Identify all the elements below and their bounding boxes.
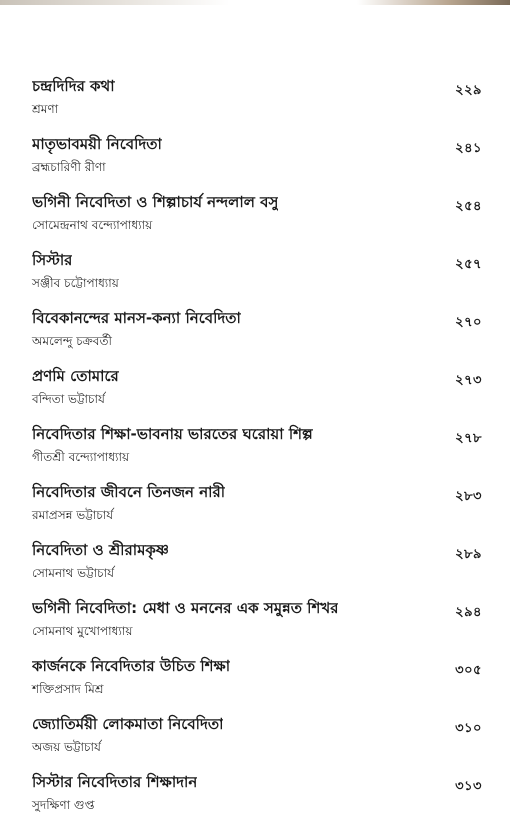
entry-page-number: ৩১৩ (455, 779, 482, 794)
toc-entry (32, 540, 482, 598)
entry-author: সঞ্জীব চট্টোপাধ্যায় (32, 276, 119, 290)
toc-entry (32, 424, 482, 482)
table-of-contents (32, 76, 482, 830)
entry-page-number: ২৭০ (455, 315, 482, 330)
entry-page-number: ৩১০ (455, 721, 482, 736)
entry-author: সোমনাথ মুখোপাধ্যায় (32, 624, 133, 638)
entry-title: সিস্টার (32, 251, 73, 269)
entry-page-number: ২৭৮ (455, 431, 482, 446)
page-top-edge (0, 0, 510, 5)
entry-author: ব্রহ্মচারিণী রীণা (32, 160, 106, 174)
entry-author: শক্তিপ্রসাদ মিশ্র (32, 682, 104, 696)
entry-author: অজয় ভট্টাচার্য (32, 740, 101, 754)
entry-page-number: ২৫৪ (455, 199, 482, 214)
entry-author: সোমেন্দ্রনাথ বন্দ্যোপাধ্যায় (32, 218, 153, 232)
toc-entry (32, 714, 482, 772)
entry-title: ভগিনী নিবেদিতা ও শিল্পাচার্য নন্দলাল বসু (32, 193, 279, 211)
entry-page-number: ২৮৯ (455, 547, 482, 562)
entry-title: ভগিনী নিবেদিতা: মেধা ও মননের এক সমুন্নত শিখর (32, 599, 339, 617)
toc-entry (32, 134, 482, 192)
entry-title: নিবেদিতা ও শ্রীরামকৃষ্ণ (32, 541, 169, 559)
entry-title: কার্জনকে নিবেদিতার উচিত শিক্ষা (32, 657, 231, 675)
entry-title: মাতৃভাবময়ী নিবেদিতা (32, 135, 162, 153)
entry-author: রমাপ্রসন্ন ভট্টাচার্য (32, 508, 114, 522)
entry-page-number: ২৭৩ (455, 373, 482, 388)
toc-entry (32, 308, 482, 366)
entry-author: সোমনাথ ভট্টাচার্য (32, 566, 115, 580)
toc-entry (32, 76, 482, 134)
entry-title: বিবেকানন্দের মানস-কন্যা নিবেদিতা (32, 309, 241, 327)
toc-entry (32, 192, 482, 250)
toc-entry (32, 366, 482, 424)
entry-title: সিস্টার নিবেদিতার শিক্ষাদান (32, 773, 198, 791)
entry-page-number: ২৫৭ (455, 257, 482, 272)
toc-entry (32, 482, 482, 540)
toc-entry (32, 772, 482, 830)
entry-title: প্রণমি তোমারে (32, 367, 119, 385)
entry-page-number: ২৮৩ (455, 489, 482, 504)
toc-entry (32, 656, 482, 714)
entry-author: বন্দিতা ভট্টাচার্য (32, 392, 105, 406)
entry-title: চন্দ্রদিদির কথা (32, 77, 115, 95)
entry-author: সুদক্ষিণা গুপ্ত (32, 798, 95, 812)
entry-page-number: ২৯৪ (455, 605, 482, 620)
entry-title: নিবেদিতার শিক্ষা-ভাবনায় ভারতের ঘরোয়া শিল্প (32, 425, 313, 443)
entry-title: জ্যোতির্ময়ী লোকমাতা নিবেদিতা (32, 715, 224, 733)
toc-entry (32, 250, 482, 308)
toc-entry (32, 598, 482, 656)
entry-page-number: ২৪১ (455, 141, 482, 156)
entry-page-number: ২২৯ (455, 83, 482, 98)
entry-author: গীতশ্রী বন্দ্যোপাধ্যায় (32, 450, 130, 464)
entry-author: শ্রমণা (32, 102, 59, 116)
entry-page-number: ৩০৫ (455, 663, 482, 678)
entry-author: অমলেন্দু চক্রবর্তী (32, 334, 112, 348)
entry-title: নিবেদিতার জীবনে তিনজন নারী (32, 483, 226, 501)
